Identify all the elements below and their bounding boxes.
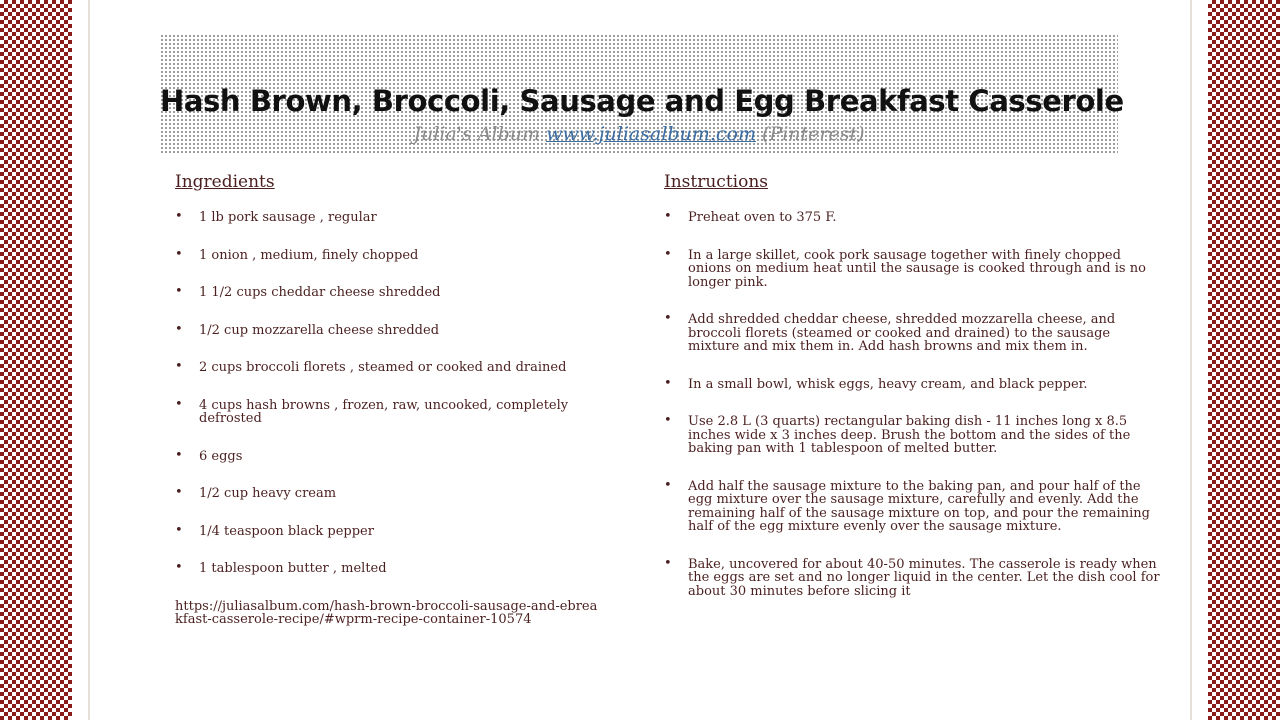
ingredients-list bbox=[175, 211, 625, 576]
list-item: • 1 1/2 cups cheddar cheese shredded bbox=[175, 286, 625, 300]
list-item: • In a large skillet, cook pork sausage together with finely chopped onions on medium heat until the sausage is cooked through and is no longer pink. bbox=[664, 249, 1164, 290]
list-item: • 1/2 cup heavy cream bbox=[175, 487, 625, 501]
subtitle bbox=[160, 123, 1118, 145]
list-item: • 1/2 cup mozzarella cheese shredded bbox=[175, 324, 625, 338]
list-item: • 1/4 teaspoon black pepper bbox=[175, 525, 625, 539]
page-title: Hash Brown, Broccoli, Sausage and Egg Breakfast Casserole bbox=[160, 84, 1124, 118]
ingredients-section bbox=[175, 172, 625, 627]
website-link[interactable]: www.juliasalbum.com bbox=[546, 123, 756, 145]
left-checkered-border bbox=[0, 0, 72, 720]
subtitle-prefix: Julia's Album bbox=[413, 123, 547, 145]
list-item: • In a small bowl, whisk eggs, heavy cream, and black pepper. bbox=[664, 378, 1164, 392]
right-checkered-border bbox=[1208, 0, 1280, 720]
list-item: • 2 cups broccoli florets , steamed or cooked and drained bbox=[175, 361, 625, 375]
list-item: • 1 onion , medium, finely chopped bbox=[175, 249, 625, 263]
ingredients-heading: Ingredients bbox=[175, 172, 275, 192]
list-item: • Preheat oven to 375 F. bbox=[664, 211, 1164, 225]
instructions-heading: Instructions bbox=[664, 172, 768, 192]
list-item: • Use 2.8 L (3 quarts) rectangular baking dish - 11 inches long x 8.5 inches wide x 3 inches deep. Brush the bottom and the sides of the baking pan with 1 tablespoon of melted butter. bbox=[664, 415, 1164, 456]
list-item: • 4 cups hash browns , frozen, raw, uncooked, completely defrosted bbox=[175, 399, 625, 426]
subtitle-suffix: (Pinterest) bbox=[755, 123, 865, 145]
list-item: • Add half the sausage mixture to the baking pan, and pour half of the egg mixture over the sausage mixture, carefully and evenly. Add the remaining half of the sausage mixture on top, and pour the remaining half of the egg mixture evenly over the sausage mixture. bbox=[664, 480, 1164, 534]
list-item: • Add shredded cheddar cheese, shredded mozzarella cheese, and broccoli florets (steamed or cooked and drained) to the sausage mixture and mix them in. Add hash browns and mix them in. bbox=[664, 313, 1164, 354]
instructions-list bbox=[664, 211, 1164, 598]
list-item: • 1 tablespoon butter , melted bbox=[175, 562, 625, 576]
source-url: https://juliasalbum.com/hash-brown-broccoli-sausage-and-ebreakfast-casserole-recipe/#wprm-recipe-container-10574 bbox=[175, 598, 598, 627]
list-item: • 1 lb pork sausage , regular bbox=[175, 211, 625, 225]
title-banner bbox=[160, 34, 1124, 154]
list-item: • 6 eggs bbox=[175, 450, 625, 464]
list-item: • Bake, uncovered for about 40-50 minutes. The casserole is ready when the eggs are set and no longer liquid in the center. Let the dish cool for about 30 minutes before slicing it bbox=[664, 558, 1164, 599]
instructions-section bbox=[664, 172, 1164, 622]
